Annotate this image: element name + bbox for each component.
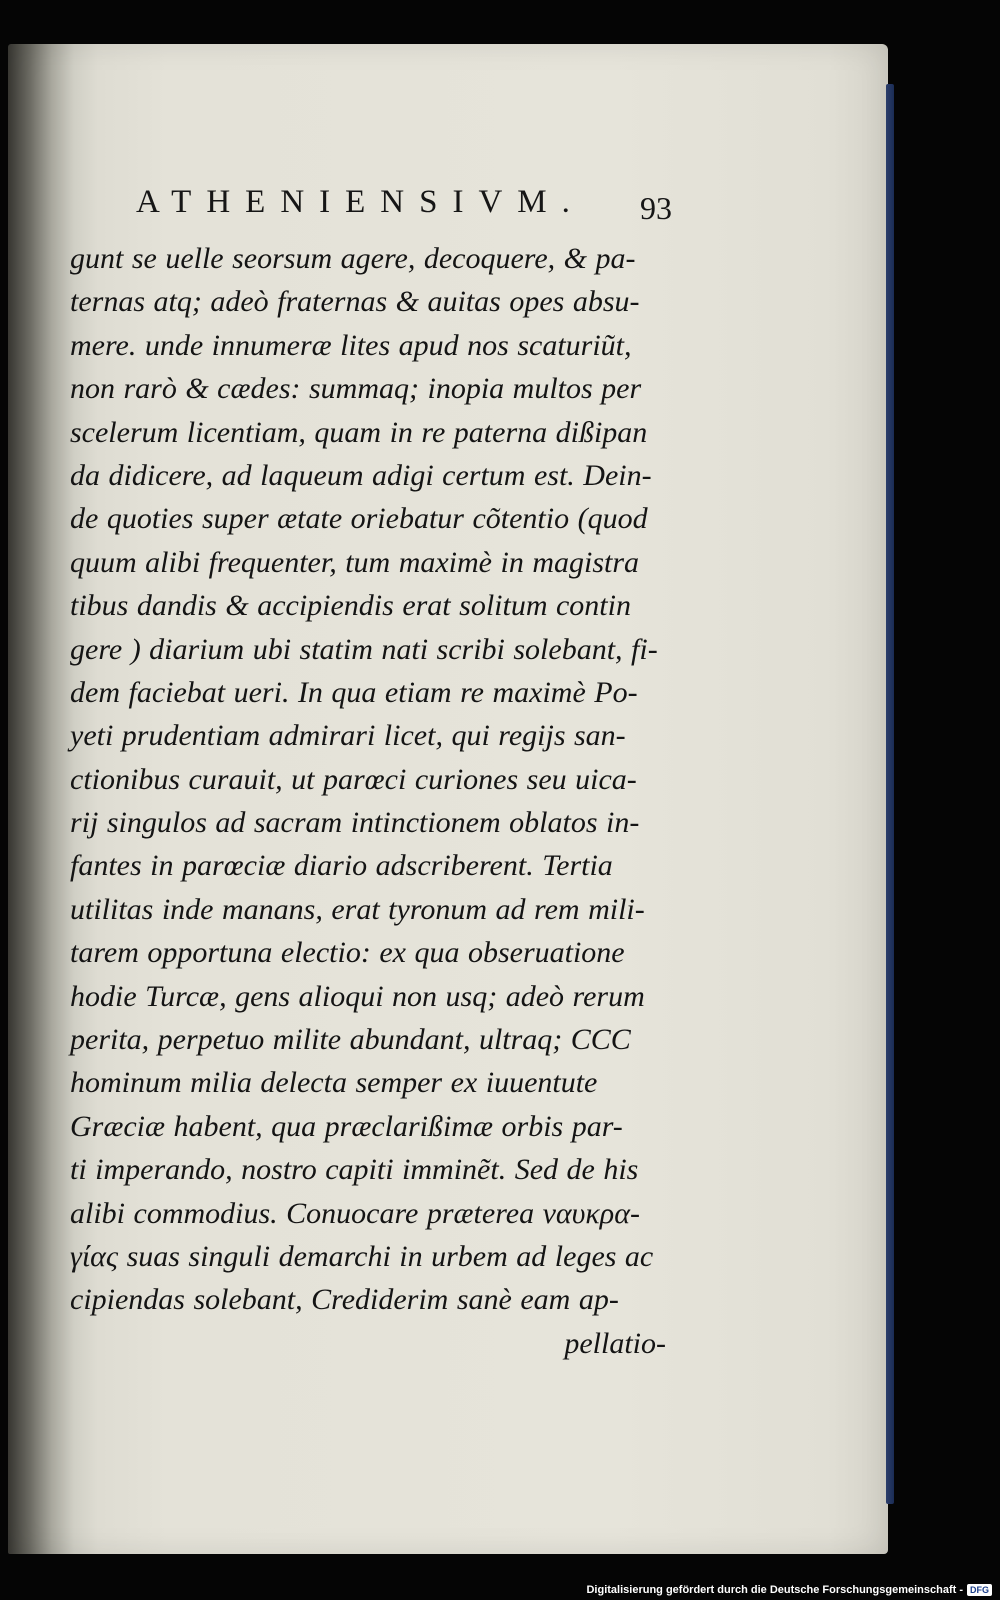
text-line: dem faciebat ueri. In qua etiam re maximè Po- bbox=[70, 675, 638, 709]
text-line: utilitas inde manans, erat tyronum ad rem mili- bbox=[70, 892, 645, 926]
dfg-logo-icon: DFG bbox=[967, 1584, 992, 1596]
text-line: fantes in parœciæ diario adscriberent. Tertia bbox=[70, 849, 613, 883]
running-head: ATHENIENSIVM. bbox=[136, 184, 585, 220]
text-line: gunt se uelle seorsum agere, decoquere, & pa- bbox=[70, 242, 636, 275]
text-line: da didicere, ad laqueum adigi certum est. Dein- bbox=[70, 458, 652, 492]
text-line: alibi commodius. Conuocare præterea ναυκρα- bbox=[70, 1196, 640, 1230]
text-line: γίας suas singuli demarchi in urbem ad leges ac bbox=[70, 1239, 654, 1273]
text-line: ternas atq; adeò fraternas & auitas opes absu- bbox=[70, 285, 640, 319]
text-block bbox=[70, 237, 680, 1365]
text-line: rij singulos ad sacram intinctionem oblatos in- bbox=[70, 806, 640, 840]
text-line: scelerum licentiam, quam in re paterna dißipan bbox=[70, 415, 648, 449]
text-line: cipiendas solebant, Crediderim sanè eam ap- bbox=[70, 1283, 619, 1317]
text-line: non rarò & cædes: summaq; inopia multos per bbox=[70, 372, 642, 406]
text-line: tarem opportuna electio: ex qua obseruatione bbox=[70, 936, 625, 970]
text-line: mere. unde innumeræ lites apud nos scaturiũt, bbox=[70, 328, 632, 362]
text-line: hominum milia delecta semper ex iuuentute bbox=[70, 1066, 598, 1100]
text-line: ctionibus curauit, ut parœci curiones seu uica- bbox=[70, 762, 637, 796]
text-line: hodie Turcæ, gens alioqui non usq; adeò rerum bbox=[70, 979, 645, 1013]
credit-bar bbox=[586, 1584, 992, 1596]
credit-text: Digitalisierung gefördert durch die Deutsche Forschungsgemeinschaft - bbox=[586, 1584, 963, 1596]
book-page bbox=[8, 44, 888, 1554]
text-line: tibus dandis & accipiendis erat solitum contin bbox=[70, 589, 631, 623]
text-line: quum alibi frequenter, tum maximè in magistra bbox=[70, 545, 640, 579]
text-line: ti imperando, nostro capiti imminẽt. Sed de his bbox=[70, 1153, 639, 1187]
text-line: pellatio- bbox=[564, 1326, 666, 1360]
text-line: Græciæ habent, qua præclarißimæ orbis par- bbox=[70, 1109, 623, 1143]
text-line: yeti prudentiam admirari licet, qui regijs san- bbox=[70, 719, 626, 753]
text-line: de quoties super ætate oriebatur cõtentio (quod bbox=[70, 502, 648, 536]
text-line: gere ) diarium ubi statim nati scribi solebant, fi- bbox=[70, 632, 658, 666]
text-line: perita, perpetuo milite abundant, ultraq; CCC bbox=[70, 1023, 631, 1057]
page-number: 93 bbox=[640, 190, 672, 226]
